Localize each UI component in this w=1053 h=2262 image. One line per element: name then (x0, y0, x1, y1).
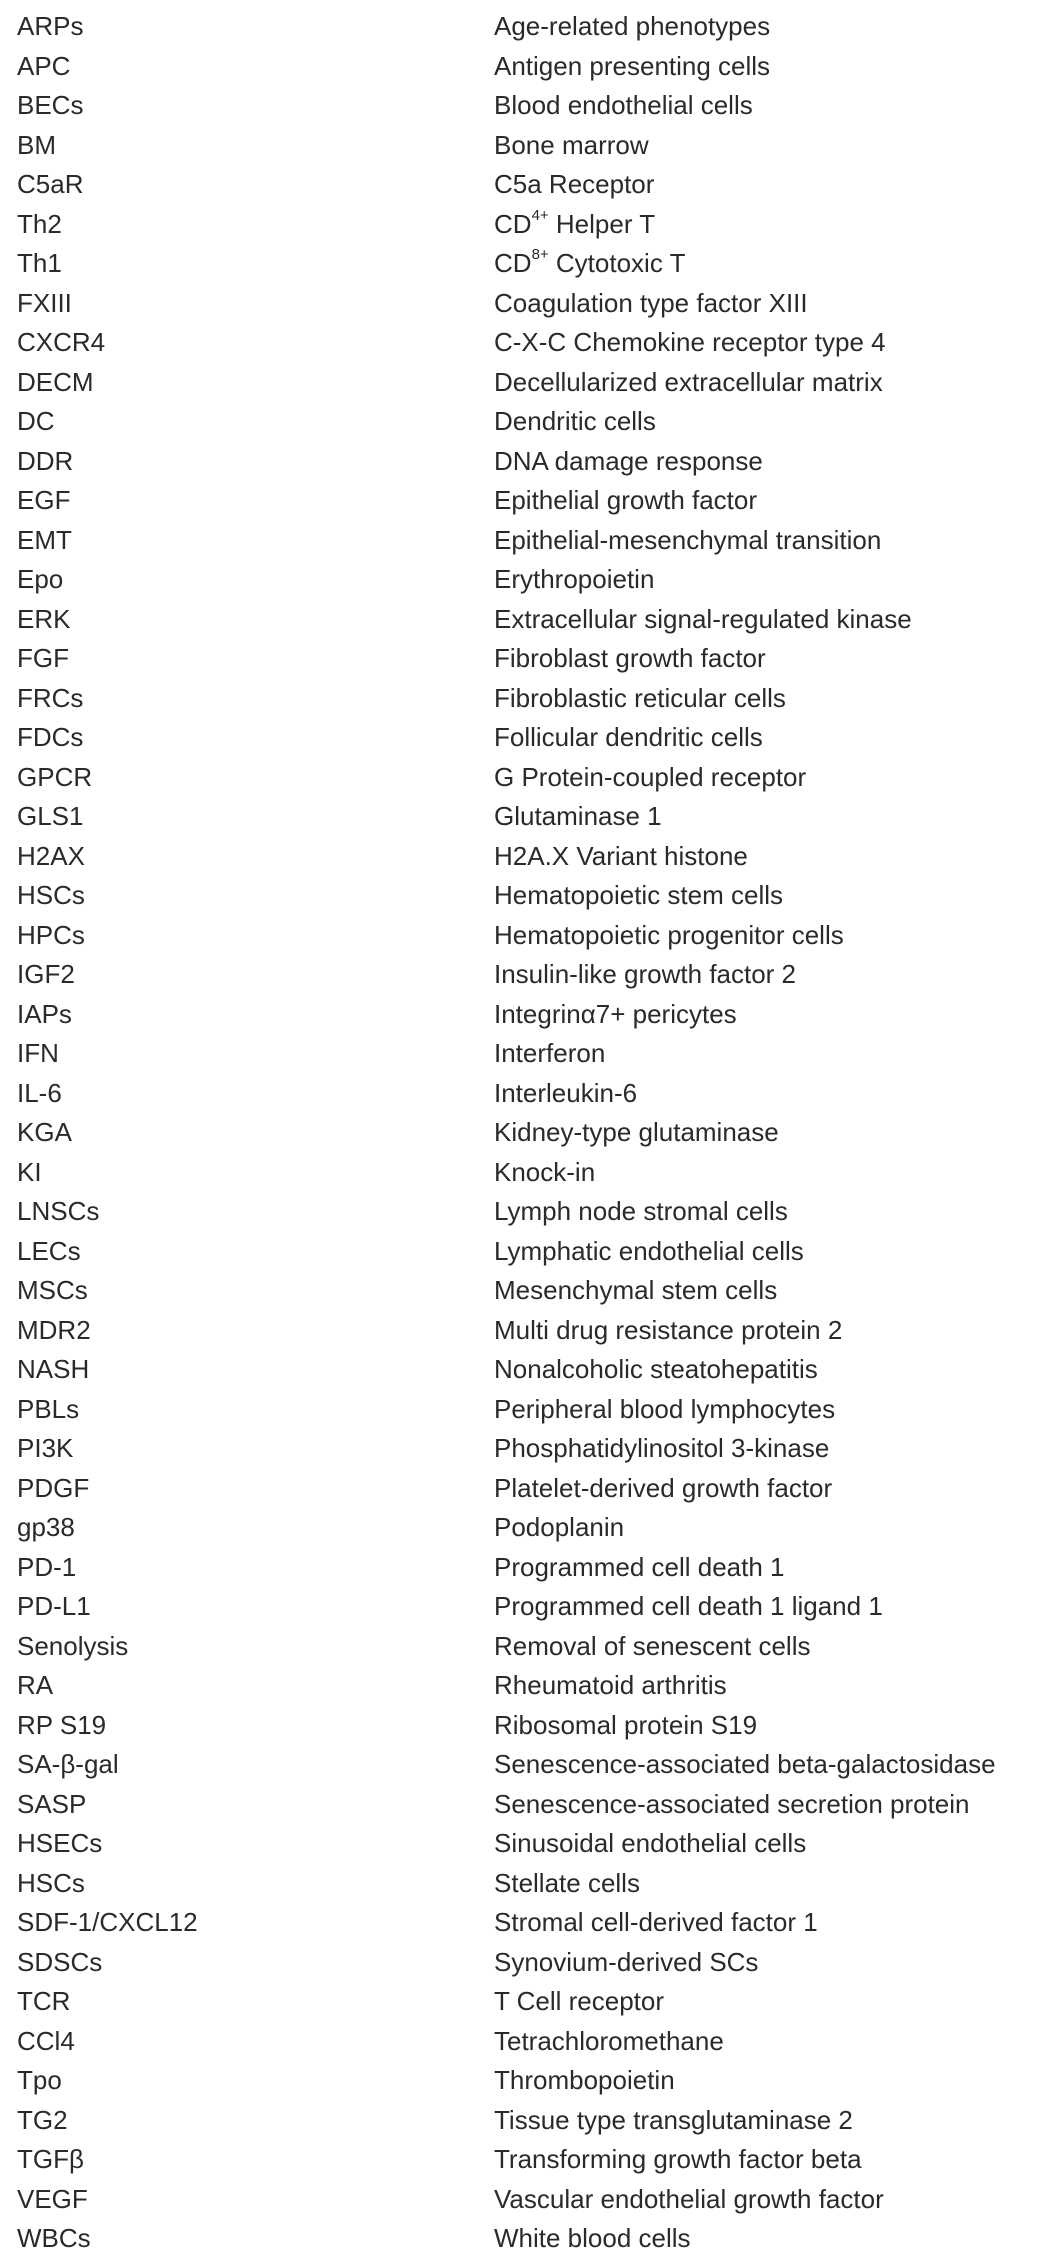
definition-cell (494, 86, 753, 126)
abbreviation-cell: EMT (17, 524, 72, 555)
abbreviation-cell: FGF (17, 643, 69, 673)
table-row (0, 86, 1053, 126)
definition-cell (494, 284, 808, 324)
definition-cell (494, 1271, 777, 1311)
table-row (0, 1074, 1053, 1114)
definition-cell (494, 639, 766, 679)
abbreviation-cell: DDR (17, 445, 74, 476)
table-row (0, 47, 1053, 87)
definition-text: Stellate cells (494, 1867, 640, 1898)
abbreviation-cell: WBCs (17, 2223, 91, 2253)
definition-text: Rheumatoid arthritis (494, 1670, 727, 1700)
definition-cell (494, 2219, 691, 2259)
table-row (0, 244, 1053, 284)
definition-text: T Cell receptor (494, 1986, 665, 2016)
table-row (0, 1706, 1053, 1746)
table-row (0, 126, 1053, 166)
abbreviation-cell: PD-L1 (17, 1591, 91, 1621)
definition-text: Epithelial-mesenchymal transition (494, 524, 882, 555)
definition-text: Ribosomal protein S19 (494, 1709, 758, 1740)
definition-cell (494, 876, 783, 916)
definition-cell (494, 1548, 784, 1588)
table-row (0, 205, 1053, 245)
definition-cell (494, 916, 844, 956)
definition-cell (494, 1745, 996, 1785)
definition-text: CD (494, 248, 532, 278)
table-row (0, 1311, 1053, 1351)
table-row (0, 1192, 1053, 1232)
definition-text: Sinusoidal endothelial cells (494, 1828, 807, 1858)
definition-cell (494, 1627, 810, 1667)
abbreviation-cell: VEGF (17, 2183, 88, 2214)
definition-text: Thrombopoietin (494, 2065, 675, 2095)
definition-text: Mesenchymal stem cells (494, 1275, 778, 1305)
definition-cell (494, 1034, 605, 1074)
table-row (0, 1627, 1053, 1667)
table-row (0, 2140, 1053, 2180)
definition-text: Glutaminase 1 (494, 801, 662, 831)
abbreviation-cell: LNSCs (17, 1196, 100, 1226)
definition-text: H2A.X Variant histone (494, 840, 748, 871)
table-row (0, 1824, 1053, 1864)
abbreviation-cell: LECs (17, 1235, 81, 1266)
table-row (0, 718, 1053, 758)
abbreviation-cell: HSCs (17, 880, 85, 910)
definition-cell (494, 2180, 884, 2220)
table-row (0, 2061, 1053, 2101)
abbreviation-cell: BM (17, 129, 56, 160)
definition-cell (494, 1429, 829, 1469)
definition-text: G Protein-coupled receptor (494, 761, 807, 792)
abbreviation-cell: FDCs (17, 722, 84, 752)
definition-cell (494, 1350, 818, 1390)
abbreviation-cell: CCl4 (17, 2025, 75, 2056)
definition-text-tail: Helper T (548, 208, 656, 239)
definition-text-tail: Cytotoxic T (548, 248, 686, 278)
definition-text: Platelet-derived growth factor (494, 1472, 833, 1503)
definition-text: Epithelial growth factor (494, 485, 758, 515)
definition-text: Programmed cell death 1 ligand 1 (494, 1591, 883, 1621)
definition-text: Podoplanin (494, 1512, 625, 1542)
abbreviation-cell: KGA (17, 1117, 72, 1147)
table-row (0, 1548, 1053, 1588)
abbreviation-cell: NASH (17, 1354, 90, 1384)
table-row (0, 442, 1053, 482)
definition-cell (494, 1074, 637, 1114)
abbreviation-cell: HPCs (17, 919, 85, 950)
table-row (0, 955, 1053, 995)
abbreviation-cell: IGF2 (17, 959, 75, 989)
table-row (0, 1034, 1053, 1074)
definition-text: Nonalcoholic steatohepatitis (494, 1354, 818, 1384)
definition-cell (494, 481, 757, 521)
definition-text: Kidney-type glutaminase (494, 1117, 779, 1147)
definition-cell (494, 2101, 853, 2141)
table-row (0, 165, 1053, 205)
definition-text: Interferon (494, 1038, 606, 1068)
definition-cell (494, 718, 763, 758)
table-row (0, 7, 1053, 47)
definition-text: Antigen presenting cells (494, 50, 771, 81)
definition-text: Senescence-associated secretion protein (494, 1788, 970, 1819)
definition-text: Extracellular signal-regulated kinase (494, 603, 912, 634)
abbreviation-cell: Epo (17, 564, 64, 594)
table-row (0, 2101, 1053, 2141)
definition-cell (494, 1903, 818, 1943)
definition-cell (494, 1311, 842, 1351)
definition-cell (494, 1113, 779, 1153)
table-row (0, 2219, 1053, 2259)
definition-text: CD (494, 208, 532, 239)
table-row (0, 402, 1053, 442)
definition-cell (494, 1153, 595, 1193)
definition-text: Fibroblast growth factor (494, 643, 766, 673)
table-row (0, 363, 1053, 403)
definition-cell (494, 442, 763, 482)
table-row (0, 1469, 1053, 1509)
definition-text: Blood endothelial cells (494, 90, 753, 120)
abbreviation-cell: HSECs (17, 1828, 103, 1858)
definition-cell (494, 244, 685, 284)
table-row (0, 1390, 1053, 1430)
definition-text: Integrinα7+ pericytes (494, 998, 737, 1029)
table-row (0, 1903, 1053, 1943)
definition-cell (494, 837, 748, 877)
table-row (0, 481, 1053, 521)
abbreviation-cell: IFN (17, 1038, 59, 1068)
abbreviation-cell: KI (17, 1156, 42, 1187)
table-row (0, 1232, 1053, 1272)
abbreviation-cell: GPCR (17, 761, 93, 792)
definition-cell (494, 758, 806, 798)
abbreviation-cell: C5aR (17, 169, 84, 199)
abbreviation-cell: HSCs (17, 1867, 85, 1898)
table-row (0, 1350, 1053, 1390)
table-row (0, 1113, 1053, 1153)
table-row (0, 560, 1053, 600)
definition-text: Hematopoietic progenitor cells (494, 919, 844, 950)
definition-text: Hematopoietic stem cells (494, 880, 783, 910)
abbreviation-cell: DECM (17, 366, 94, 397)
abbreviation-cell: IL-6 (17, 1077, 62, 1108)
table-row (0, 1587, 1053, 1627)
table-row (0, 1745, 1053, 1785)
abbreviation-cell: MSCs (17, 1275, 88, 1305)
table-row (0, 876, 1053, 916)
definition-text: Dendritic cells (494, 406, 656, 436)
definition-cell (494, 521, 881, 561)
definition-text: DNA damage response (494, 445, 763, 476)
definition-text: Coagulation type factor XIII (494, 287, 808, 318)
abbreviation-cell: RA (17, 1670, 54, 1700)
abbreviation-cell: RP S19 (17, 1709, 107, 1740)
definition-cell (494, 47, 770, 87)
table-row (0, 1271, 1053, 1311)
definition-text: Insulin-like growth factor 2 (494, 959, 797, 989)
definition-text: Tetrachloromethane (494, 2025, 724, 2056)
abbreviation-cell: TCR (17, 1986, 71, 2016)
table-row (0, 995, 1053, 1035)
table-row (0, 916, 1053, 956)
definition-text: Decellularized extracellular matrix (494, 366, 883, 397)
definition-text: Age-related phenotypes (494, 11, 771, 41)
definition-cell (494, 1785, 970, 1825)
table-row (0, 284, 1053, 324)
definition-cell (494, 1982, 664, 2022)
definition-text: Knock-in (494, 1156, 596, 1187)
table-row (0, 1508, 1053, 1548)
abbreviation-cell: TGFβ (17, 2144, 84, 2174)
abbreviation-cell: Senolysis (17, 1630, 129, 1661)
definition-text: C-X-C Chemokine receptor type 4 (494, 327, 886, 357)
definition-text: Phosphatidylinositol 3-kinase (494, 1433, 830, 1463)
abbreviation-cell: GLS1 (17, 801, 84, 831)
definition-text: Multi drug resistance protein 2 (494, 1314, 843, 1345)
definition-text: Lymph node stromal cells (494, 1196, 788, 1226)
table-row (0, 758, 1053, 798)
abbreviation-cell: IAPs (17, 998, 72, 1029)
definition-cell (494, 1824, 806, 1864)
definition-cell (494, 1192, 788, 1232)
definition-text: Transforming growth factor beta (494, 2144, 862, 2174)
abbreviation-cell: PD-1 (17, 1551, 77, 1582)
abbreviation-cell: H2AX (17, 840, 85, 871)
abbreviation-cell: SA-β-gal (17, 1749, 119, 1779)
table-row (0, 797, 1053, 837)
abbreviation-cell: TG2 (17, 2104, 68, 2135)
definition-text: C5a Receptor (494, 169, 655, 199)
definition-cell (494, 1587, 883, 1627)
definition-cell (494, 955, 796, 995)
abbreviation-cell: SASP (17, 1788, 87, 1819)
definition-text: Vascular endothelial growth factor (494, 2183, 884, 2214)
abbreviation-cell: BECs (17, 90, 84, 120)
definition-cell (494, 2140, 862, 2180)
definition-text: Interleukin-6 (494, 1077, 638, 1108)
table-row (0, 837, 1053, 877)
definition-text: Lymphatic endothelial cells (494, 1235, 804, 1266)
definition-cell (494, 205, 655, 245)
definition-text: Follicular dendritic cells (494, 722, 763, 752)
definition-text: Removal of senescent cells (494, 1630, 811, 1661)
definition-text: Tissue type transglutaminase 2 (494, 2104, 853, 2135)
abbreviation-cell: gp38 (17, 1512, 75, 1542)
definition-cell (494, 1943, 758, 1983)
table-row (0, 1666, 1053, 1706)
abbreviation-cell: FXIII (17, 287, 72, 318)
definition-text: Programmed cell death 1 (494, 1551, 785, 1582)
abbreviation-cell: DC (17, 406, 55, 436)
table-row (0, 600, 1053, 640)
definition-text: Erythropoietin (494, 564, 655, 594)
abbreviation-cell: FRCs (17, 682, 84, 713)
definition-text: Peripheral blood lymphocytes (494, 1393, 836, 1424)
definition-cell (494, 402, 656, 442)
definition-text: Fibroblastic reticular cells (494, 682, 786, 713)
abbreviation-cell: CXCR4 (17, 327, 106, 357)
definition-cell (494, 7, 770, 47)
abbreviation-cell: PI3K (17, 1433, 74, 1463)
definition-text: Bone marrow (494, 129, 649, 160)
definition-cell (494, 2022, 724, 2062)
definition-cell (494, 797, 662, 837)
definition-cell (494, 1469, 832, 1509)
definition-cell (494, 323, 886, 363)
abbreviation-cell: PBLs (17, 1393, 80, 1424)
table-row (0, 1864, 1053, 1904)
definition-cell (494, 1706, 757, 1746)
definition-text: Stromal cell-derived factor 1 (494, 1907, 818, 1937)
definition-text: Senescence-associated beta-galactosidase (494, 1749, 996, 1779)
definition-cell (494, 1864, 640, 1904)
definition-superscript: 8+ (531, 246, 549, 264)
table-row (0, 1785, 1053, 1825)
table-row (0, 1429, 1053, 1469)
table-row (0, 2180, 1053, 2220)
table-row (0, 323, 1053, 363)
definition-cell (494, 679, 786, 719)
table-row (0, 1153, 1053, 1193)
abbreviation-cell: Th1 (17, 248, 62, 278)
abbreviation-cell: Th2 (17, 208, 62, 239)
table-row (0, 639, 1053, 679)
table-row (0, 521, 1053, 561)
definition-cell (494, 600, 912, 640)
definition-cell (494, 995, 737, 1035)
abbreviation-cell: SDF-1/CXCL12 (17, 1907, 198, 1937)
abbreviation-cell: MDR2 (17, 1314, 91, 1345)
table-row (0, 1982, 1053, 2022)
abbreviation-cell: APC (17, 50, 71, 81)
abbreviation-cell: EGF (17, 485, 71, 515)
definition-cell (494, 1232, 804, 1272)
definition-cell (494, 126, 649, 166)
table-row (0, 2022, 1053, 2062)
definition-superscript: 4+ (531, 206, 549, 224)
abbreviation-cell: Tpo (17, 2065, 62, 2095)
definition-cell (494, 363, 883, 403)
abbreviation-cell: ERK (17, 603, 71, 634)
definition-cell (494, 560, 654, 600)
definition-text: White blood cells (494, 2223, 691, 2253)
definition-cell (494, 1390, 835, 1430)
abbreviation-cell: SDSCs (17, 1946, 103, 1977)
abbreviation-cell: ARPs (17, 11, 84, 41)
definition-cell (494, 2061, 675, 2101)
definition-text: Synovium-derived SCs (494, 1946, 759, 1977)
definition-cell (494, 1666, 727, 1706)
table-row (0, 679, 1053, 719)
definition-cell (494, 165, 654, 205)
table-row (0, 1943, 1053, 1983)
definition-cell (494, 1508, 624, 1548)
abbreviation-cell: PDGF (17, 1472, 90, 1503)
